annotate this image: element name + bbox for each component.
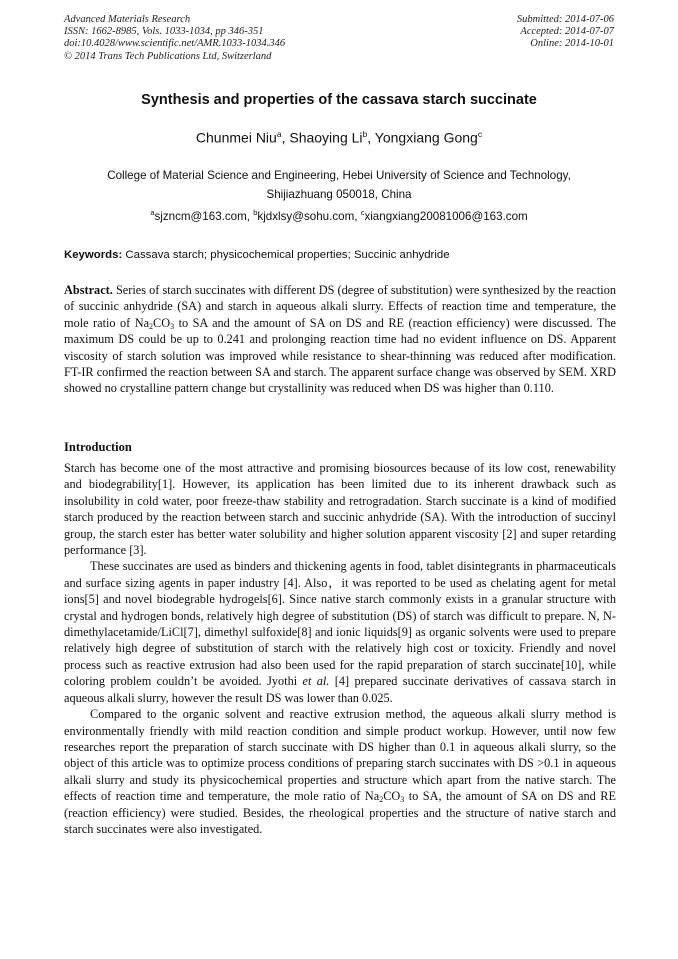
subscript: 2 xyxy=(149,321,154,331)
email-list: $^a$sjzncm@163.com, $^b$kjdxlsy@sohu.com, $^c$xiangxiang20081006@163.com xyxy=(150,208,528,223)
email-address: sjzncm@163.com xyxy=(154,209,247,223)
paper-title: Synthesis and properties of the cassava starch succinate xyxy=(141,92,537,108)
email-address: kjdxlsy@sohu.com xyxy=(257,209,355,223)
abstract-label: Abstract. xyxy=(64,283,113,297)
email-address: xiangxiang20081006@163.com xyxy=(364,209,528,223)
journal-info xyxy=(64,14,285,63)
paragraph xyxy=(64,706,616,837)
keywords-text: Cassava starch; physicochemical properties; Succinic anhydride xyxy=(125,249,450,261)
abstract-text: to SA and the amount of SA on DS and RE (reaction efficiency) were discussed. The maximum DS could be up to 0.241 and prolonging reaction time had no evident influence on DS. Apparent viscosity of starch solution was improved while resistance to shear-thinning was reduced after modification. FT-IR confirmed the reaction between SA and starch. The apparent surface change was observed by SEM. XRD showed no crystalline pattern change but crystallinity was reduced when DS was higher than 0.110. xyxy=(64,315,616,396)
abstract-text: Series of starch succinates with different DS (degree of substitution) were synthesized by the reaction of succinic anhydride (SA) and starch in aqueous alkali slurry. Effects of reaction time and temperature, the mole ratio of Na xyxy=(64,283,616,330)
online-date: Online: 2014-10-01 xyxy=(530,38,614,50)
keywords xyxy=(64,249,616,261)
author-name: Chunmei Niu xyxy=(195,129,277,146)
paragraph: Starch has become one of the most attractive and promising biosources because of its low cost, renewability and biodegrability[1]. However, its application has been limited due to its inherent drawback such as insolubility in cold water, poor freeze-thaw stability and retrogradation. Starch succinate is a kind of modified starch produced by the reaction between starch and succinic anhydride (SA). With the introduction of succinyl group, the starch ester has better water solubility and higher solution apparent viscosity [2] and super retarding performance [3]. xyxy=(64,461,616,558)
journal-name: Advanced Materials Research xyxy=(64,14,191,25)
abstract-text: CO xyxy=(153,315,171,330)
author-sup: c xyxy=(477,129,483,139)
paragraph-text: Compared to the organic solvent and reactive extrusion method, the aqueous alkali slurry method is environmentally friendly with mild reaction condition and simple product workup. However, until now few researches report the preparation of starch succinate with DS higher than 0.1 in aqueous alkali slurry, so the object of this article was to optimize process conditions of preparing starch succinates with DS >0.1 in aqueous alkali slurry and study its physicochemical properties and structure which apart from the native starch. The effects of reaction time and temperature, the mole ratio of Na xyxy=(64,707,616,804)
email-sup: c xyxy=(360,208,365,217)
section-heading: Introduction xyxy=(64,440,132,454)
paragraph-text: [4] prepared succinate derivatives of cassava starch in aqueous alkali slurry, however the result DS was lower than 0.025. xyxy=(64,674,616,705)
paragraph-text: to SA, the amount of SA on DS and RE (reaction efficiency) were studied. Besides, the rheological properties and the structure of native starch and starch succinates were also investigated. xyxy=(64,789,616,836)
doi-line: doi:10.4028/www.scientific.net/AMR.1033-1034.346 xyxy=(64,38,286,50)
italic-text: et al. xyxy=(302,674,330,689)
subscript: 3 xyxy=(400,795,405,805)
paragraph-text: CO xyxy=(383,789,401,804)
paragraph xyxy=(64,558,616,706)
copyright-line: © 2014 Trans Tech Publications Ltd, Switzerland xyxy=(64,50,272,62)
email-sup: b xyxy=(253,208,258,217)
abstract xyxy=(64,282,616,397)
author-sup: b xyxy=(362,129,368,139)
submitted-date: Submitted: 2014-07-06 xyxy=(516,14,614,25)
subscript: 2 xyxy=(379,795,384,805)
introduction-body xyxy=(64,460,616,837)
email-sup: a xyxy=(150,208,155,217)
affiliation-line: Shijiazhuang 050018, China xyxy=(266,188,412,201)
paragraph-text: These succinates are used as binders and thickening agents in food, tablet disintegrants in pharmaceuticals and surface sizing agents in paper industry [4]. Also，it was reported to be used as chelating agent for metal ions[5] and novel biodegrable hydrogels[6]. Since native starch commonly exists in a granular structure with crystal and hydrogen bonds, relatively high degree of substitution (DS) of starch was difficult to prepare. N, N-dimethylacetamide/LiCl[7], dimethyl sulfoxide[8] and ionic liquids[9] as organic solvents were used to prepare relatively high degree of substitution of starch with the relatively high cost or toxicity. Friendly and novel process such as reactive extrusion had also been used for the rapid preparation of starch succinate[10], while coloring problem couldn’t be avoided. Jyothi xyxy=(64,559,616,689)
author-name: Yongxiang Gong xyxy=(374,129,478,146)
keywords-label: Keywords: xyxy=(64,249,123,261)
affiliation xyxy=(64,166,614,204)
author-list: Chunmei Niu$^a$, Shaoying Li$^b$, Yongxiang Gong$^c$ xyxy=(195,129,483,146)
issn-line: ISSN: 1662-8985, Vols. 1033-1034, pp 346-351 xyxy=(64,26,264,38)
accepted-date: Accepted: 2014-07-07 xyxy=(520,26,614,38)
author-sup: a xyxy=(276,129,282,139)
subscript: 3 xyxy=(170,321,175,331)
author-name: Shaoying Li xyxy=(289,129,363,146)
affiliation-line: College of Material Science and Engineering, Hebei University of Science and Technology, xyxy=(107,169,571,182)
publication-dates xyxy=(517,14,614,51)
